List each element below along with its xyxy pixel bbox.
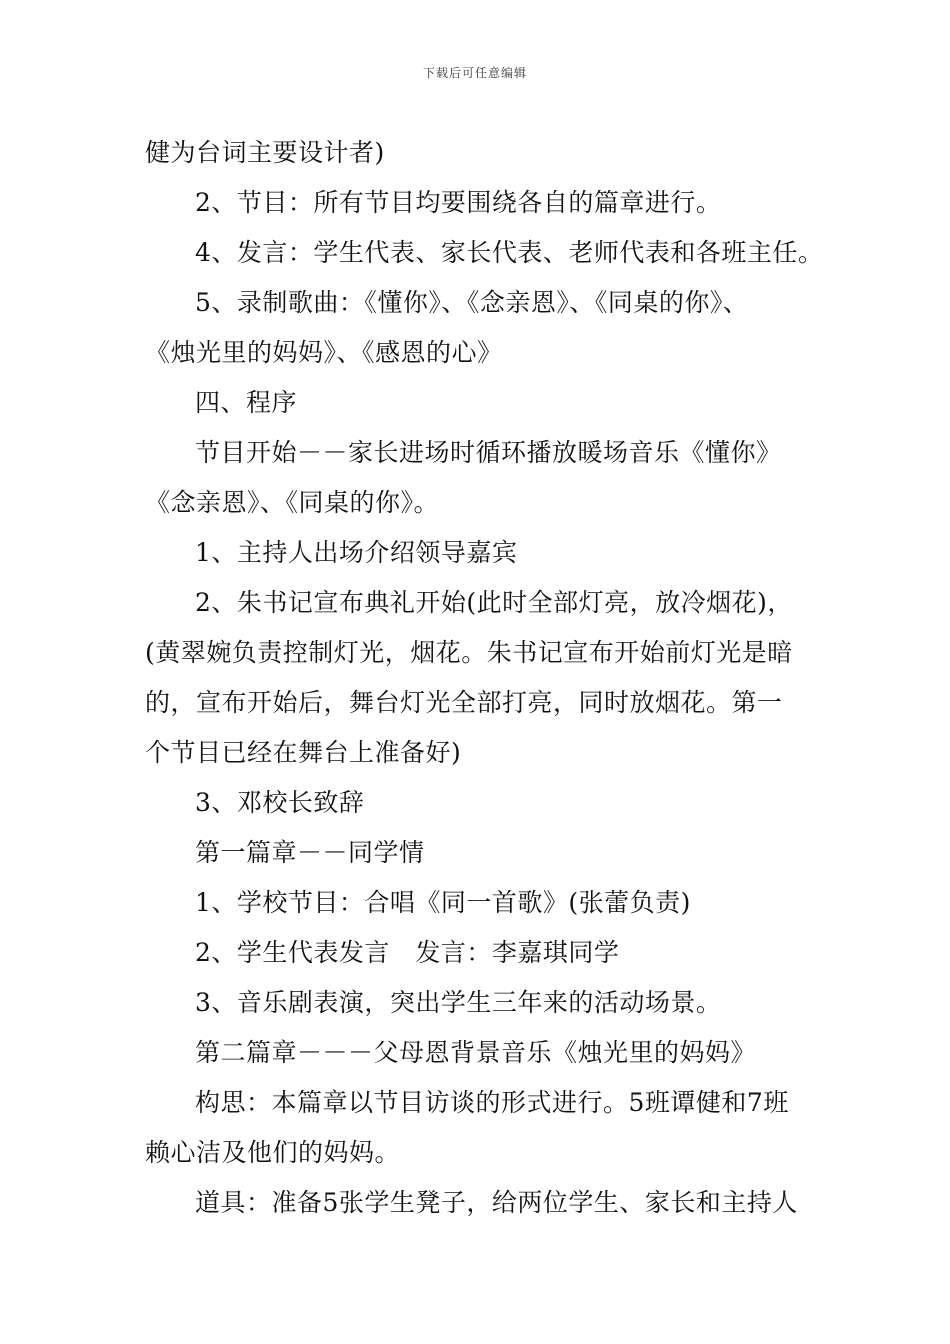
- chapter-heading: 第二篇章－－－父母恩背景音乐《烛光里的妈妈》: [195, 1038, 757, 1067]
- text-line: 节目开始－－家长进场时循环播放暖场音乐《懂你》: [195, 438, 782, 467]
- text-line: 2、节目：所有节目均要围绕各自的篇章进行。: [195, 188, 722, 217]
- text-line: 构思：本篇章以节目访谈的形式进行。5班谭健和7班: [195, 1088, 789, 1117]
- text-line: 4、发言：学生代表、家长代表、老师代表和各班主任。: [195, 238, 824, 267]
- text-line: 《烛光里的妈妈》、《感恩的心》: [145, 338, 503, 367]
- page-header-note: 下载后可任意编辑: [422, 66, 527, 80]
- text-line: 1、主持人出场介绍领导嘉宾: [195, 538, 518, 567]
- text-line: 健为台词主要设计者): [145, 138, 385, 167]
- text-line: 赖心洁及他们的妈妈。: [145, 1138, 401, 1167]
- text-line: 道具：准备5张学生凳子，给两位学生、家长和主持人: [195, 1188, 798, 1217]
- text-line: 个节目已经在舞台上准备好): [145, 738, 462, 767]
- text-line: 《念亲恩》、《同桌的你》。: [145, 488, 440, 517]
- text-line: 5、录制歌曲：《懂你》、《念亲恩》、《同桌的你》、: [195, 288, 749, 317]
- document-body: [145, 128, 825, 1228]
- chapter-heading: 第一篇章－－同学情: [195, 838, 425, 867]
- text-line: 2、学生代表发言 发言：李嘉琪同学: [195, 938, 620, 967]
- text-line: 的，宣布开始后，舞台灯光全部打亮，同时放烟花。第一: [145, 688, 783, 717]
- section-heading: 四、程序: [195, 388, 298, 417]
- text-line: 3、音乐剧表演，突出学生三年来的活动场景。: [195, 988, 722, 1017]
- text-line: 3、邓校长致辞: [195, 788, 365, 817]
- text-line: 2、朱书记宣布典礼开始(此时全部灯亮，放冷烟花)，: [195, 588, 793, 617]
- text-line: 1、学校节目：合唱《同一首歌》(张蕾负责): [195, 888, 691, 917]
- text-line: (黄翠婉负责控制灯光，烟花。朱书记宣布开始前灯光是暗: [145, 638, 793, 667]
